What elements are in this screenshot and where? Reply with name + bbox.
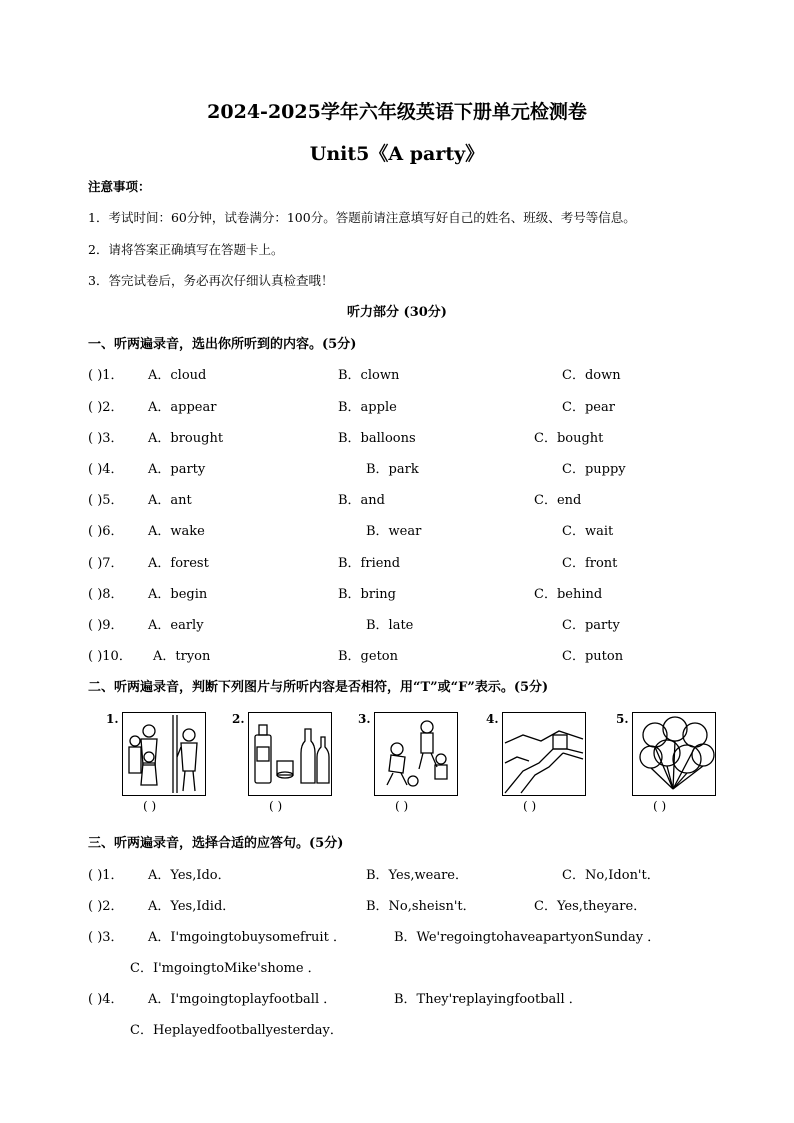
listening-header: 听力部分 (30分) [347, 305, 447, 320]
question-number: ( )2． [88, 400, 124, 415]
question-number: ( )9． [88, 618, 124, 633]
option-a: A．begin [148, 587, 208, 602]
option-b: B．late [366, 618, 414, 633]
option-b: B．apple [338, 400, 397, 415]
option-a: A．cloud [148, 368, 207, 383]
answer-blank[interactable]: ( ) [523, 799, 537, 813]
option-a: A．ant [148, 493, 192, 508]
option-c: C．I'mgoingtoMike'shome ． [130, 961, 321, 976]
section3-heading: 三、听两遍录音，选择合适的应答句。(5分) [88, 836, 344, 851]
option-b: B．friend [338, 556, 401, 571]
option-a: A．Yes,Ido． [148, 868, 231, 883]
option-b: B．wear [366, 524, 422, 539]
question-number: ( )10． [88, 649, 132, 664]
note-item: 1．考试时间：60分钟，试卷满分：100分。答题前请注意填写好自己的姓名、班级、考号等信息。 [88, 210, 636, 225]
kids-playing-football-icon [374, 712, 458, 796]
note-item: 2．请将答案正确填写在答题卡上。 [88, 242, 284, 257]
option-b: B．We'regoingtohaveapartyonSunday ． [394, 930, 661, 945]
option-c: C．down [562, 368, 621, 383]
option-c: C．Heplayedfootballyesterday． [130, 1023, 343, 1038]
page-title: 2024-2025学年六年级英语下册单元检测卷 [207, 101, 587, 123]
section2-heading: 二、听两遍录音，判断下列图片与所听内容是否相符，用“T”或“F”表示。(5分) [88, 680, 549, 695]
people-greeting-icon [122, 712, 206, 796]
question-number: ( )6． [88, 524, 124, 539]
option-c: C．Yes,theyare． [534, 899, 647, 914]
balloons-icon [632, 712, 716, 796]
picture-number: 1. [106, 712, 119, 726]
great-wall-icon [502, 712, 586, 796]
option-a: A．wake [148, 524, 205, 539]
question-number: ( )3． [88, 431, 124, 446]
note-item: 3．答完试卷后，务必再次仔细认真检查哦！ [88, 273, 334, 288]
option-c: C．party [562, 618, 620, 633]
picture-number: 2. [232, 712, 245, 726]
option-c: C．puppy [562, 462, 626, 477]
question-number: ( )2． [88, 899, 124, 914]
picture-number: 4. [486, 712, 499, 726]
answer-blank[interactable]: ( ) [395, 799, 409, 813]
option-c: C．end [534, 493, 582, 508]
question-number: ( )5． [88, 493, 124, 508]
option-b: B．geton [338, 649, 398, 664]
option-c: C．front [562, 556, 618, 571]
section1-heading: 一、听两遍录音，选出你所听到的内容。(5分) [88, 337, 357, 352]
question-number: ( )7． [88, 556, 124, 571]
option-b: B．and [338, 493, 385, 508]
option-a: A．appear [148, 400, 217, 415]
option-c: C．wait [562, 524, 614, 539]
option-b: B．bring [338, 587, 396, 602]
option-a: A．Yes,Idid． [148, 899, 236, 914]
drink-bottles-icon [248, 712, 332, 796]
option-a: A．tryon [153, 649, 211, 664]
option-b: B．park [366, 462, 419, 477]
option-b: B．balloons [338, 431, 416, 446]
option-c: C．behind [534, 587, 603, 602]
option-b: B．No,sheisn't． [366, 899, 476, 914]
option-b: B．They'replayingfootball ． [394, 992, 582, 1007]
picture-number: 5. [616, 712, 629, 726]
option-b: B．clown [338, 368, 400, 383]
question-number: ( )1． [88, 868, 124, 883]
option-a: A．brought [148, 431, 224, 446]
answer-blank[interactable]: ( ) [143, 799, 157, 813]
question-number: ( )8． [88, 587, 124, 602]
option-b: B．Yes,weare． [366, 868, 468, 883]
question-number: ( )3． [88, 930, 124, 945]
notes-heading: 注意事项： [88, 179, 151, 194]
answer-blank[interactable]: ( ) [653, 799, 667, 813]
option-a: A．party [148, 462, 206, 477]
option-c: C．bought [534, 431, 604, 446]
answer-blank[interactable]: ( ) [269, 799, 283, 813]
option-a: A．forest [148, 556, 209, 571]
picture-number: 3. [358, 712, 371, 726]
question-number: ( )4． [88, 462, 124, 477]
option-a: A．early [148, 618, 204, 633]
question-number: ( )4． [88, 992, 124, 1007]
question-number: ( )1． [88, 368, 124, 383]
option-a: A．I'mgoingtoplayfootball ． [148, 992, 337, 1007]
option-c: C．puton [562, 649, 624, 664]
page-subtitle: Unit5《A party》 [309, 143, 485, 165]
option-c: C．No,Idon't． [562, 868, 660, 883]
option-a: A．I'mgoingtobuysomefruit ． [148, 930, 346, 945]
option-c: C．pear [562, 400, 615, 415]
